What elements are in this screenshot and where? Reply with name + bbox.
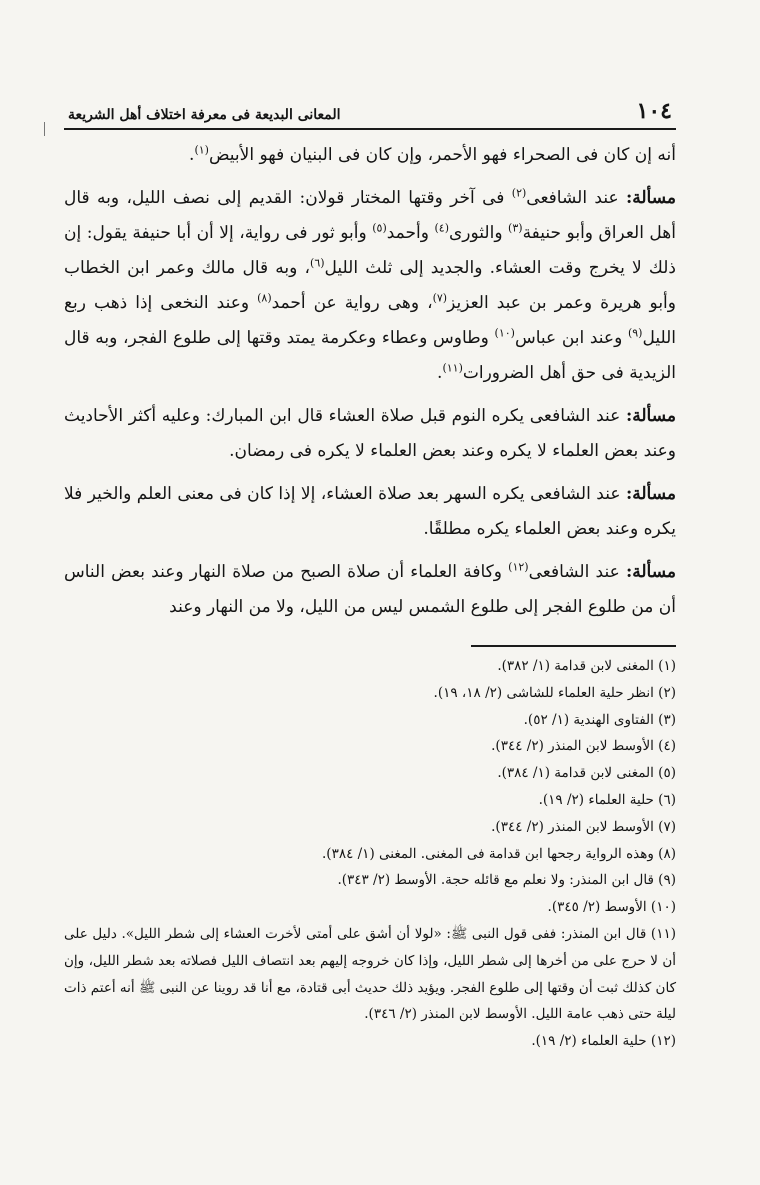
footnote-ref: (١٢) (508, 560, 529, 574)
footnote-ref: (١١) (442, 361, 463, 375)
running-title: المعانى البديعة فى معرفة اختلاف أهل الشريعة (68, 107, 341, 123)
footnote: (٩) قال ابن المنذر: ولا نعلم مع قائله حجة. الأوسط (٢/ ٣٤٣). (337, 872, 676, 889)
footnote-ref: (٢) (511, 186, 527, 200)
paragraph-masala: مسألة: عند الشافعى يكره السهر بعد صلاة العشاء، إلا إذا كان فى معنى العلم والخير فلا يكره وعند بعض العلماء يكره مطلقًا. (64, 484, 676, 539)
footnote-ref: (٦) (310, 256, 325, 270)
footnote: (٣) الفتاوى الهندية (١/ ٥٢). (523, 711, 676, 728)
footnote-ref: (٤) (434, 221, 449, 235)
margin-mark (44, 122, 45, 136)
main-text (64, 138, 676, 625)
masala-label: مسألة: (625, 406, 676, 426)
footnote-ref: (٩) (627, 326, 643, 340)
footnote-ref: (٣) (508, 221, 523, 235)
paragraph-masala: مسألة: عند الشافعى$^{(٢)}$ فى آخر وقتها المختار قولان: القديم إلى نصف الليل، وبه قال أهل العراق وأبو حنيفة$^{(٣)}$ والثورى$^{(٤)}$ وأحمد$^{(٥)}$ وأبو ثور فى رواية، إلا أن أبا حنيفة يقول: إن ذلك لا يخرج وقت العشاء. والجديد إلى ثلث الليل$^{(٦)}$، وبه قال مالك وعمر ابن الخطاب وأبو هريرة وعمر بن عبد العزيز$^{(٧)}$، وهى رواية عن أحمد$^{(٨)}$ وعند النخعى إذا ذهب ربع الليل$^{(٩)}$ وعند ابن عباس$^{(١٠)}$ وطاوس وعطاء وعكرمة يمتد وقتها إلى طلوع الفجر، وبه قال الزيدية فى حق أهل الضرورات$^{(١١)}$. (64, 186, 676, 383)
footnote-ref: (١٠) (494, 326, 515, 340)
footnote-ref: (٨) (257, 291, 272, 305)
footnote: (٢) انظر حلية العلماء للشاشى (٢/ ١٨، ١٩). (433, 684, 676, 701)
footnote: (١٠) الأوسط (٢/ ٣٤٥). (547, 899, 676, 916)
footnote: (٥) المغنى لابن قدامة (١/ ٣٨٤). (497, 765, 676, 782)
footnote: (١) المغنى لابن قدامة (١/ ٣٨٢). (497, 658, 676, 674)
masala-label: مسألة: (625, 188, 676, 208)
paragraph-continuation: أنه إن كان فى الصحراء فهو الأحمر، وإن كان فى البنيان فهو الأبيض$^{(١)}$. (189, 143, 676, 165)
paragraph-masala: مسألة: عند الشافعى يكره النوم قبل صلاة العشاء قال ابن المبارك: وعليه أكثر الأحاديث وعند بعض العلماء لا يكره وعند بعض العلماء لا يكره فى رمضان. (64, 406, 676, 461)
footnote-ref: (١) (194, 143, 209, 157)
footnotes (64, 653, 676, 1055)
footnote: (٦) حلية العلماء (٢/ ١٩). (538, 791, 676, 808)
masala-label: مسألة: (625, 484, 676, 504)
book-page (64, 96, 676, 1055)
masala-label: مسألة: (625, 562, 676, 582)
footnote-divider (471, 645, 676, 647)
footnote: (١١) قال ابن المنذر: ففى قول النبى ﷺ: «لولا أن أشق على أمتى لأخرت العشاء إلى شطر الليل». دليل على أن لا حرج على من أخرها إلى شطر الليل، وإذا كان خروجه إليهم بعد انتصاف الليل فصلاته بعد شطر الليل، وإن كان كذلك ثبت أن وقتها إلى طلوع الفجر. ويؤيد ذلك حديث أبى قتادة، مع أنا قد روينا عن النبى ﷺ أنه أعتم ذات ليلة حتى ذهب عامة الليل. الأوسط لابن المنذر (٢/ ٣٤٦). (64, 925, 676, 1023)
paragraph-masala: مسألة: عند الشافعى$^{(١٢)}$ وكافة العلماء أن صلاة الصبح من صلاة النهار وعند بعض الناس أن من طلوع الفجر إلى طلوع الشمس ليس من الليل، ولا من النهار وعند (64, 560, 676, 617)
page-header (64, 96, 676, 130)
footnote-ref: (٧) (432, 291, 448, 305)
footnote: (٨) وهذه الرواية رجحها ابن قدامة فى المغنى. المغنى (١/ ٣٨٤). (322, 845, 676, 862)
footnote-ref: (٥) (372, 221, 387, 235)
page-number: ١٠٤ (636, 98, 672, 124)
footnote: (١٢) حلية العلماء (٢/ ١٩). (531, 1033, 676, 1050)
footnote: (٤) الأوسط لابن المنذر (٢/ ٣٤٤). (491, 738, 676, 755)
footnote: (٧) الأوسط لابن المنذر (٢/ ٣٤٤). (491, 818, 676, 835)
